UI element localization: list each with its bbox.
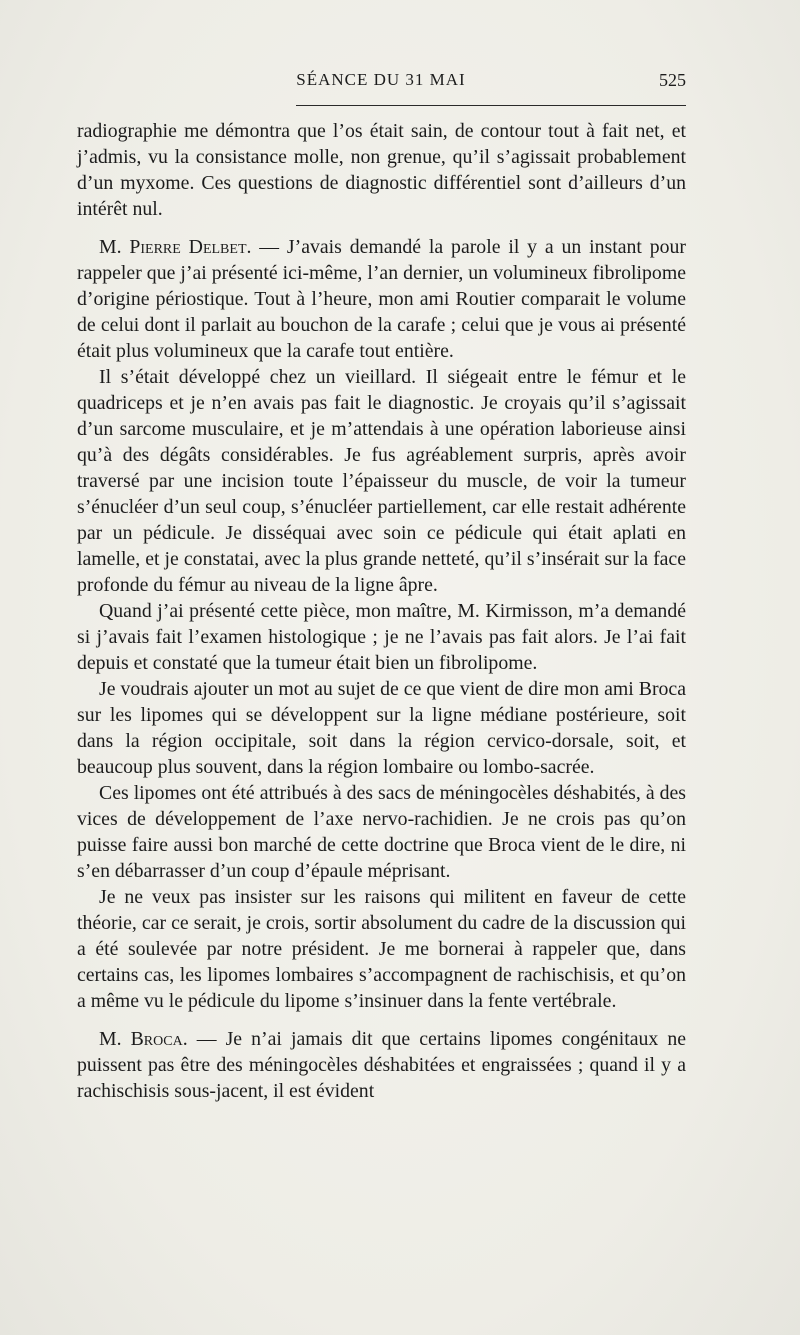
paragraph-text: — J’avais demandé la parole il y a un instant pour rappeler que j’ai présenté ici-même, l’an dernier, un volumineux fibrolipome d’origine périostique. Tout à l’heure, mon ami Routier comparait le volume de celui dont il parlait au bouchon de la carafe ; celui que je vous ai présenté était plus volumineux que la carafe tout entière. bbox=[77, 236, 686, 362]
header-rule bbox=[296, 105, 686, 106]
paragraph bbox=[77, 676, 686, 780]
running-header bbox=[76, 70, 686, 94]
paragraph-text: Je voudrais ajouter un mot au sujet de ce que vient de dire mon ami Broca sur les lipomes qui se développent sur la ligne médiane postérieure, soit dans la région occipitale, soit dans la région cervico-dorsale, soit, et beaucoup plus souvent, dans la région lombaire ou lombo-sacrée. bbox=[77, 678, 686, 778]
paragraph-text: — Je n’ai jamais dit que certains lipomes congénitaux ne puissent pas être des méningocèles déshabitées et engraissées ; quand il y a rachischisis sous-jacent, il est évident bbox=[77, 1028, 686, 1102]
speaker-name: M. Pierre Delbet. bbox=[99, 236, 252, 258]
paragraph bbox=[77, 118, 686, 222]
paragraph-text: radiographie me démontra que l’os était sain, de contour tout à fait net, et j’admis, vu la consistance molle, non grenue, qu’il s’agissait probablement d’un myxome. Ces questions de diagnostic différentiel sont d’ailleurs d’un intérêt nul. bbox=[77, 120, 686, 220]
paragraph-text: Ces lipomes ont été attribués à des sacs de méningocèles déshabités, à des vices de développement de l’axe nervo-rachidien. Je ne crois pas qu’on puisse faire aussi bon marché de cette doctrine que Broca vient de le dire, ni s’en débarrasser d’un coup d’épaule méprisant. bbox=[77, 782, 686, 882]
paragraph bbox=[77, 884, 686, 1014]
speaker-name: M. Broca. bbox=[99, 1028, 188, 1050]
body-text bbox=[77, 118, 686, 1104]
paragraph bbox=[77, 598, 686, 676]
paragraph bbox=[77, 780, 686, 884]
paragraph bbox=[77, 364, 686, 598]
paragraph-text: Quand j’ai présenté cette pièce, mon maître, M. Kirmisson, m’a demandé si j’avais fait l’examen histologique ; je ne l’avais pas fait alors. Je l’ai fait depuis et constaté que la tumeur était bien un fibrolipome. bbox=[77, 600, 686, 674]
page-number: 525 bbox=[659, 70, 686, 90]
paragraph bbox=[77, 234, 686, 364]
paragraph-text: Il s’était développé chez un vieillard. Il siégeait entre le fémur et le quadriceps et je n’en avais pas fait le diagnostic. Je croyais qu’il s’agissait d’un sarcome musculaire, et je m’attendais à une opération laborieuse ainsi qu’à des dégâts considérables. Je fus agréablement surpris, après avoir traversé par une incision toute l’épaisseur du muscle, de voir la tumeur s’énucléer d’un seul coup, s’énucléer partiellement, car elle restait adhérente par un pédicule. Je disséquai avec soin ce pédicule qui était aplati en lamelle, et je constatai, avec la plus grande netteté, qu’il s’insérait sur la face profonde du fémur au niveau de la ligne âpre. bbox=[77, 366, 686, 596]
paragraph-text: Je ne veux pas insister sur les raisons qui militent en faveur de cette théorie, car ce serait, je crois, sortir absolument du cadre de la discussion qui a été soulevée par notre président. Je me bornerai à rappeler que, dans certains cas, les lipomes lombaires s’accompagnent de rachischisis, et qu’on a même vu le pédicule du lipome s’insinuer dans la fente vertébrale. bbox=[77, 886, 686, 1012]
header-title: SÉANCE DU 31 MAI bbox=[296, 70, 466, 89]
paragraph bbox=[77, 1026, 686, 1104]
